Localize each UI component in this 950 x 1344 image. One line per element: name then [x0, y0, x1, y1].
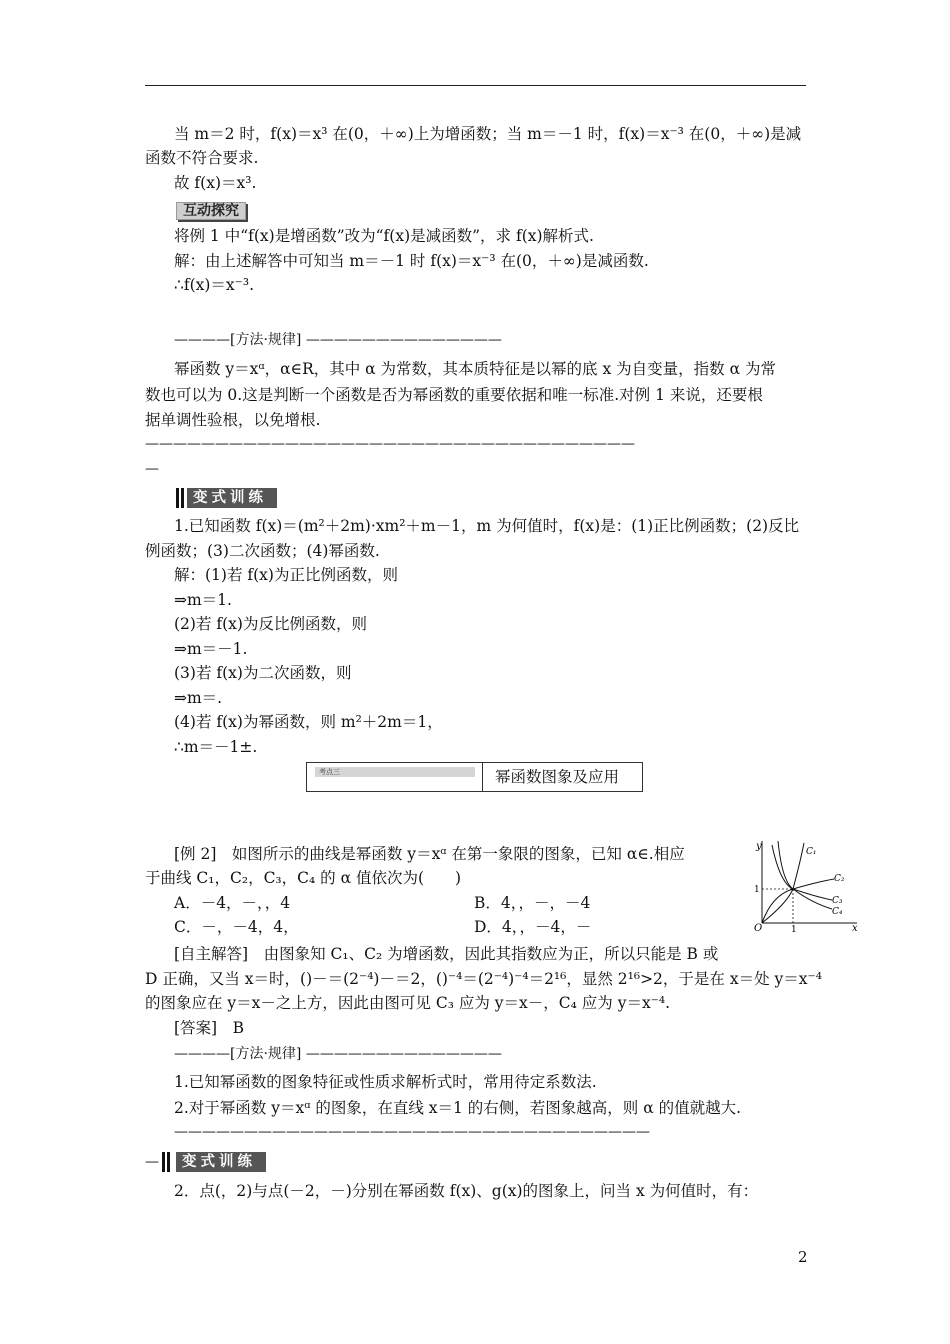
divider-dashes: — [145, 461, 159, 477]
text-line: 将例 1 中“f(x)是增函数”改为“f(x)是减函数”，求 f(x)解析式. [174, 227, 594, 245]
topic-divider [482, 763, 483, 791]
origin-label: O [754, 923, 763, 933]
text-line: (2)若 f(x)为反比例函数，则 [174, 615, 367, 633]
text-line: 2.对于幂函数 y＝xᵅ 的图象，在直线 x＝1 的右侧，若图象越高，则 α 的值就越大. [174, 1099, 742, 1117]
text-line: 于曲线 C₁，C₂，C₃，C₄ 的 α 值依次为( ) [145, 869, 462, 887]
text-line: 解：由上述解答中可知当 m＝－1 时 f(x)＝x⁻³ 在(0，＋∞)是减函数. [174, 252, 649, 270]
text-line: 函数不符合要求. [145, 149, 259, 167]
text-line: 当 m＝2 时，f(x)＝x³ 在(0，＋∞)上为增函数；当 m＝－1 时，f(x)＝x⁻³ 在(0，＋∞)是减 [174, 125, 802, 143]
topic-box [306, 762, 643, 792]
text-line: 数也可以为 0.这是判断一个函数是否为幂函数的重要依据和唯一标准.对例 1 来说，还要根 [145, 386, 763, 404]
method-header: ————[方法·规律] —————————————— [174, 332, 502, 348]
text-line: ⇒m＝－1. [174, 640, 248, 658]
text-line: ∴f(x)＝x⁻³. [174, 276, 254, 294]
text-line: 故 f(x)＝x³. [174, 174, 257, 192]
curve-c1 [762, 843, 804, 923]
text-line: D 正确，又当 x＝时，()－＝(2⁻⁴)－＝2，()⁻⁴＝(2⁻⁴)⁻⁴＝2¹⁶，显然 2¹⁶>2，于是在 x＝处 y＝x⁻⁴ [145, 970, 822, 988]
option-d: D．4，，－4，－ [474, 918, 592, 936]
interactive-exploration-tag: 互动探究 [176, 202, 246, 220]
text-line: 1.已知幂函数的图象特征或性质求解析式时，常用待定系数法. [174, 1073, 597, 1091]
text-line: ∴m＝－1±. [174, 738, 258, 756]
option-c: C．－，－4，4， [174, 918, 299, 936]
topic-title: 幂函数图象及应用 [495, 768, 620, 786]
c3-label: C₃ [832, 896, 843, 906]
page-number: 2 [798, 1248, 808, 1266]
c1-label: C₁ [806, 847, 817, 857]
text-line: [例 2] 如图所示的曲线是幂函数 y＝xᵅ 在第一象限的图象，已知 α∈.相应 [174, 845, 685, 863]
text-line: 的图象应在 y＝x－之上方，因此由图可见 C₃ 应为 y＝x－，C₄ 应为 y＝x⁻⁴. [145, 994, 671, 1012]
divider-dashes: ——————————————————————————————————— [145, 436, 635, 452]
text-line: [自主解答] 由图象知 C₁、C₂ 为增函数，因此其指数应为正，所以只能是 B 或 [174, 945, 719, 963]
x-axis-label: x [852, 923, 858, 933]
variant-training-tag: 变式训练 [176, 1152, 266, 1172]
text-line: 1.已知函数 f(x)＝(m²＋2m)·xm²＋m－1，m 为何值时，f(x)是：(1)正比例函数；(2)反比 [174, 517, 800, 535]
method-header: ————[方法·规律] —————————————— [174, 1046, 502, 1062]
option-b: B．4，，－，－4 [474, 894, 591, 912]
variant-prefix-dash: — [145, 1154, 159, 1170]
text-line: ⇒m＝. [174, 689, 223, 707]
c2-label: C₂ [834, 874, 845, 884]
text-line: ⇒m＝1. [174, 591, 232, 609]
curve-c4 [778, 841, 832, 909]
y-one-label: 1 [754, 885, 760, 895]
text-line: 据单调性验根，以免增根. [145, 411, 321, 429]
text-line: (3)若 f(x)为二次函数，则 [174, 664, 352, 682]
y-axis-label: y [756, 841, 762, 852]
text-line: 例函数；(3)二次函数；(4)幂函数. [145, 542, 380, 560]
divider-dashes: —————————————————————————————————— [174, 1124, 650, 1140]
variant-marker-icon [162, 1152, 170, 1172]
power-function-graph [742, 833, 862, 933]
text-line: (4)若 f(x)为幂函数，则 m²＋2m＝1， [174, 713, 443, 731]
text-line: 解：(1)若 f(x)为正比例函数，则 [174, 566, 398, 584]
text-line: 2．点(，2)与点(－2，－)分别在幂函数 f(x)、g(x)的图象上，问当 x 为何值时，有： [174, 1182, 759, 1200]
header-rule [145, 85, 806, 86]
option-a: A．－4，－，，4 [174, 894, 291, 912]
text-line: 幂函数 y＝xᵅ，α∈R，其中 α 为常数，其本质特征是以幂的底 x 为自变量，指数 α 为常 [174, 360, 776, 378]
curve-c2 [762, 879, 834, 923]
answer-line: [答案] B [174, 1019, 244, 1037]
x-one-label: 1 [791, 925, 797, 933]
topic-label: 考点三 [315, 767, 475, 777]
c4-label: C₄ [832, 907, 843, 917]
variant-marker-icon [176, 488, 184, 508]
variant-training-tag: 变式训练 [187, 488, 277, 508]
